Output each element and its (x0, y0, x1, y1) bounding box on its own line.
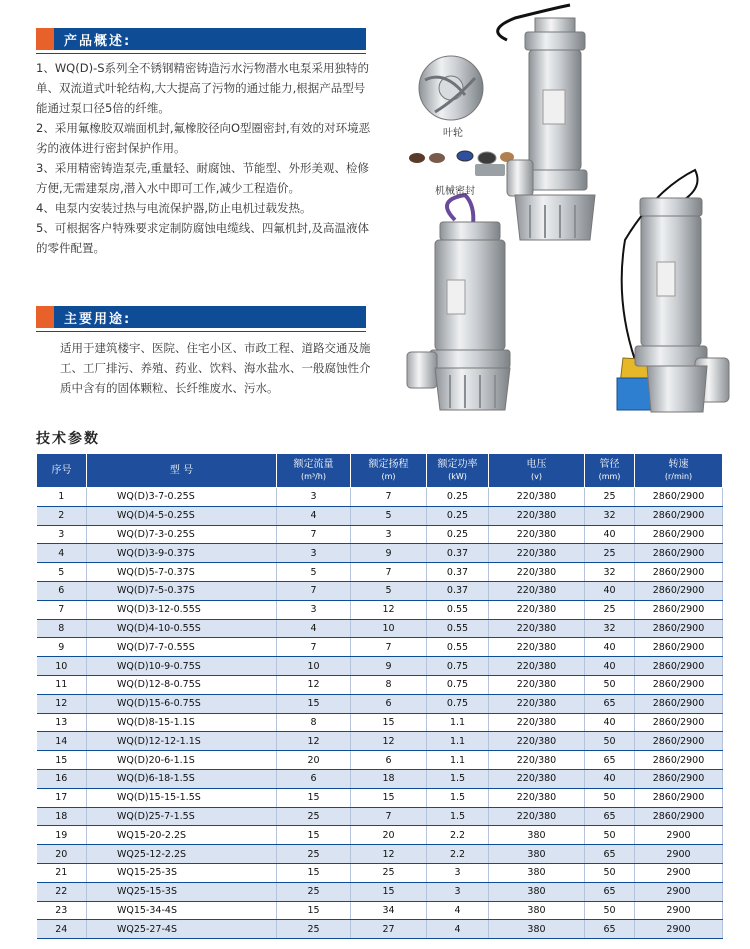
table-cell: 0.75 (427, 675, 489, 694)
table-cell: 220/380 (489, 751, 585, 770)
table-row (37, 769, 723, 788)
table-cell: 220/380 (489, 619, 585, 638)
table-cell: 7 (351, 488, 427, 507)
table-cell: 220/380 (489, 581, 585, 600)
section-header-usage (36, 306, 366, 328)
overview-paragraph-1: 1、WQ(D)-S系列全不锈钢精密铸造污水污物潜水电泵采用独特的单、双流道式叶轮结构,大大提高了污物的通过能力,根据产品型号能通过泵口径5倍的纤维。 (36, 61, 370, 115)
table-cell: 40 (585, 657, 635, 676)
table-cell: 7 (351, 807, 427, 826)
table-cell: 50 (585, 901, 635, 920)
table-cell: 12 (37, 694, 87, 713)
table-cell: 15 (277, 901, 351, 920)
column-header-label: 电压 (526, 458, 547, 470)
column-header (87, 454, 277, 488)
table-cell: 380 (489, 901, 585, 920)
table-cell: 15 (277, 863, 351, 882)
table-cell: 15 (277, 788, 351, 807)
table-cell: 24 (37, 920, 87, 939)
table-cell: 19 (37, 826, 87, 845)
table-cell: 9 (351, 657, 427, 676)
column-header-unit: (m³/h) (300, 471, 326, 481)
table-row (37, 807, 723, 826)
table-cell: 15 (277, 694, 351, 713)
table-cell: WQ(D)4-5-0.25S (87, 506, 277, 525)
table-cell: 40 (585, 638, 635, 657)
table-cell: 6 (351, 694, 427, 713)
table-cell: 21 (37, 863, 87, 882)
table-cell: 17 (37, 788, 87, 807)
table-cell: 3 (277, 600, 351, 619)
table-cell: 9 (37, 638, 87, 657)
table-cell: 12 (277, 675, 351, 694)
table-cell: 40 (585, 581, 635, 600)
table-cell: 25 (277, 920, 351, 939)
table-cell: 7 (351, 638, 427, 657)
impeller-image (419, 56, 483, 120)
table-cell: 18 (351, 769, 427, 788)
column-header (277, 454, 351, 488)
table-cell: 220/380 (489, 732, 585, 751)
table-cell: 2900 (635, 882, 723, 901)
table-cell: 3 (427, 882, 489, 901)
table-cell: 1.5 (427, 769, 489, 788)
table-cell: WQ25-27-4S (87, 920, 277, 939)
table-cell: 0.55 (427, 619, 489, 638)
table-cell: WQ(D)20-6-1.1S (87, 751, 277, 770)
column-header (37, 454, 87, 488)
column-header-unit: (v) (531, 471, 542, 481)
table-cell: 13 (37, 713, 87, 732)
table-cell: 2860/2900 (635, 732, 723, 751)
table-cell: WQ15-34-4S (87, 901, 277, 920)
table-cell: WQ(D)12-12-1.1S (87, 732, 277, 751)
table-cell: 2.2 (427, 826, 489, 845)
table-cell: WQ25-15-3S (87, 882, 277, 901)
overview-paragraph-5: 5、可根据客户特殊要求定制防腐蚀电缆线、四氟机封,及高温液体的零件配置。 (36, 221, 369, 255)
table-cell: 2860/2900 (635, 638, 723, 657)
table-cell: 25 (585, 600, 635, 619)
table-cell: 18 (37, 807, 87, 826)
table-cell: 65 (585, 751, 635, 770)
table-cell: 220/380 (489, 694, 585, 713)
table-cell: 220/380 (489, 769, 585, 788)
pump-image-1 (498, 5, 595, 240)
table-cell: 220/380 (489, 600, 585, 619)
table-cell: 20 (37, 845, 87, 864)
table-cell: 2860/2900 (635, 675, 723, 694)
column-header-label: 额定流量 (293, 458, 334, 470)
column-header-label: 额定功率 (437, 458, 478, 470)
table-cell: 20 (351, 826, 427, 845)
table-cell: 2900 (635, 920, 723, 939)
table-cell: 2900 (635, 901, 723, 920)
table-cell: 0.37 (427, 563, 489, 582)
column-header-label: 序号 (51, 464, 72, 476)
table-cell: 220/380 (489, 488, 585, 507)
table-cell: 0.37 (427, 581, 489, 600)
impeller-label: 叶轮 (443, 128, 463, 139)
table-row (37, 901, 723, 920)
table-row (37, 525, 723, 544)
table-cell: 15 (351, 713, 427, 732)
column-header (489, 454, 585, 488)
table-cell: 20 (277, 751, 351, 770)
column-header-unit: (r/min) (664, 471, 693, 481)
table-cell: 15 (277, 826, 351, 845)
table-cell: 2860/2900 (635, 525, 723, 544)
table-cell: 1.5 (427, 807, 489, 826)
table-cell: 1.5 (427, 788, 489, 807)
table-row (37, 882, 723, 901)
table-cell: 40 (585, 713, 635, 732)
table-cell: 2860/2900 (635, 600, 723, 619)
overview-paragraph-3: 3、采用精密铸造泵壳,重量轻、耐腐蚀、节能型、外形美观、检修方便,无需建泵房,潜入水中即可工作,减少工程造价。 (36, 161, 369, 195)
table-cell: 14 (37, 732, 87, 751)
table-row (37, 863, 723, 882)
table-row (37, 619, 723, 638)
table-cell: 1.1 (427, 751, 489, 770)
column-header-label: 型 号 (169, 464, 194, 476)
table-cell: 50 (585, 732, 635, 751)
table-cell: 5 (37, 563, 87, 582)
table-cell: 220/380 (489, 675, 585, 694)
table-cell: WQ15-20-2.2S (87, 826, 277, 845)
table-row (37, 581, 723, 600)
table-cell: 23 (37, 901, 87, 920)
table-cell: 12 (351, 600, 427, 619)
pump-illustration (395, 0, 750, 415)
section-title: 主要用途: (64, 311, 132, 327)
table-cell: 4 (427, 920, 489, 939)
table-cell: 2900 (635, 863, 723, 882)
table-cell: 5 (351, 506, 427, 525)
table-cell: 6 (351, 751, 427, 770)
section-title: 产品概述: (64, 33, 132, 49)
table-cell: 12 (277, 732, 351, 751)
table-row (37, 657, 723, 676)
table-cell: WQ(D)3-9-0.37S (87, 544, 277, 563)
table-cell: 10 (37, 657, 87, 676)
table-cell: 7 (277, 581, 351, 600)
table-cell: 2860/2900 (635, 619, 723, 638)
table-cell: 16 (37, 769, 87, 788)
table-cell: 3 (351, 525, 427, 544)
table-cell: 4 (277, 506, 351, 525)
table-cell: 25 (585, 488, 635, 507)
seal-label: 机械密封 (435, 186, 475, 197)
table-header-row (37, 454, 723, 488)
table-cell: 3 (277, 488, 351, 507)
table-cell: 3 (427, 863, 489, 882)
column-header (585, 454, 635, 488)
table-cell: 220/380 (489, 807, 585, 826)
table-cell: 220/380 (489, 638, 585, 657)
table-cell: 2860/2900 (635, 751, 723, 770)
table-cell: 0.75 (427, 694, 489, 713)
pump-image-3 (617, 170, 729, 412)
table-cell: 25 (585, 544, 635, 563)
column-header (635, 454, 723, 488)
table-row (37, 751, 723, 770)
table-cell: WQ(D)7-5-0.37S (87, 581, 277, 600)
table-cell: WQ(D)15-15-1.5S (87, 788, 277, 807)
table-cell: WQ(D)10-9-0.75S (87, 657, 277, 676)
table-row (37, 600, 723, 619)
table-cell: 1.1 (427, 732, 489, 751)
table-row (37, 563, 723, 582)
table-cell: WQ15-25-3S (87, 863, 277, 882)
table-cell: 2860/2900 (635, 807, 723, 826)
section-header-overview (36, 28, 366, 50)
table-cell: 380 (489, 845, 585, 864)
table-cell: 2900 (635, 845, 723, 864)
table-cell: 220/380 (489, 657, 585, 676)
table-cell: 2 (37, 506, 87, 525)
table-cell: 2860/2900 (635, 657, 723, 676)
table-cell: 6 (37, 581, 87, 600)
table-cell: WQ(D)7-3-0.25S (87, 525, 277, 544)
column-header-unit: (m) (381, 471, 396, 481)
table-cell: 2860/2900 (635, 713, 723, 732)
table-cell: 12 (351, 845, 427, 864)
section-divider (36, 331, 366, 332)
table-cell: 0.75 (427, 657, 489, 676)
column-header-label: 转速 (668, 458, 689, 470)
table-row (37, 638, 723, 657)
table-cell: 3 (37, 525, 87, 544)
table-row (37, 506, 723, 525)
table-cell: 0.55 (427, 600, 489, 619)
table-cell: 65 (585, 882, 635, 901)
table-cell: 65 (585, 807, 635, 826)
table-cell: 8 (277, 713, 351, 732)
table-cell: 40 (585, 525, 635, 544)
table-cell: 2860/2900 (635, 563, 723, 582)
table-cell: 2860/2900 (635, 694, 723, 713)
table-cell: 9 (351, 544, 427, 563)
table-cell: 0.37 (427, 544, 489, 563)
table-cell: 5 (351, 581, 427, 600)
table-row (37, 675, 723, 694)
table-row (37, 920, 723, 939)
table-cell: 15 (37, 751, 87, 770)
section-marker (36, 28, 54, 50)
product-images (395, 0, 750, 415)
table-cell: 380 (489, 920, 585, 939)
section-marker (36, 306, 54, 328)
table-cell: 7 (277, 525, 351, 544)
table-cell: 34 (351, 901, 427, 920)
table-cell: 380 (489, 863, 585, 882)
table-cell: 1.1 (427, 713, 489, 732)
column-header-label: 管径 (599, 458, 620, 470)
table-cell: 2860/2900 (635, 544, 723, 563)
section-divider (36, 53, 366, 54)
table-cell: WQ(D)12-8-0.75S (87, 675, 277, 694)
table-cell: 4 (427, 901, 489, 920)
column-header (351, 454, 427, 488)
table-cell: WQ(D)7-7-0.55S (87, 638, 277, 657)
table-cell: 65 (585, 694, 635, 713)
table-row (37, 732, 723, 751)
table-cell: 380 (489, 882, 585, 901)
table-cell: 8 (351, 675, 427, 694)
table-cell: 25 (351, 863, 427, 882)
table-cell: 15 (351, 788, 427, 807)
table-cell: WQ(D)25-7-1.5S (87, 807, 277, 826)
table-cell: 27 (351, 920, 427, 939)
table-cell: 2900 (635, 826, 723, 845)
table-row (37, 713, 723, 732)
table-row (37, 845, 723, 864)
usage-paragraph: 适用于建筑楼宇、医院、住宅小区、市政工程、道路交通及施工、工厂排污、养殖、药业、饮料、海水盐水、一般腐蚀性介质中含有的固体颗粒、长纤维废水、污水。 (60, 341, 371, 395)
table-cell: WQ25-12-2.2S (87, 845, 277, 864)
table-cell: WQ(D)8-15-1.1S (87, 713, 277, 732)
table-cell: 5 (277, 563, 351, 582)
table-cell: 220/380 (489, 788, 585, 807)
overview-text (36, 58, 376, 258)
table-cell: 8 (37, 619, 87, 638)
table-cell: WQ(D)4-10-0.55S (87, 619, 277, 638)
table-cell: 380 (489, 826, 585, 845)
table-cell: 32 (585, 619, 635, 638)
table-cell: 220/380 (489, 506, 585, 525)
table-cell: 220/380 (489, 544, 585, 563)
table-cell: 32 (585, 506, 635, 525)
table-cell: 7 (37, 600, 87, 619)
spec-table (36, 453, 723, 939)
table-cell: WQ(D)6-18-1.5S (87, 769, 277, 788)
table-cell: 40 (585, 769, 635, 788)
table-cell: 50 (585, 788, 635, 807)
table-cell: 25 (277, 807, 351, 826)
table-cell: 10 (277, 657, 351, 676)
column-header-unit: (mm) (598, 471, 621, 481)
table-cell: 25 (277, 845, 351, 864)
table-cell: 0.25 (427, 488, 489, 507)
table-row (37, 788, 723, 807)
table-cell: 15 (351, 882, 427, 901)
table-row (37, 694, 723, 713)
table-cell: 220/380 (489, 525, 585, 544)
table-cell: 2860/2900 (635, 581, 723, 600)
table-cell: 32 (585, 563, 635, 582)
table-cell: 50 (585, 863, 635, 882)
table-cell: 2860/2900 (635, 769, 723, 788)
mechanical-seal-image (409, 151, 514, 176)
table-cell: 12 (351, 732, 427, 751)
column-header-unit: (kW) (448, 471, 467, 481)
table-cell: 7 (277, 638, 351, 657)
table-cell: 6 (277, 769, 351, 788)
table-cell: 0.55 (427, 638, 489, 657)
table-row (37, 488, 723, 507)
table-cell: WQ(D)3-7-0.25S (87, 488, 277, 507)
table-cell: 7 (351, 563, 427, 582)
table-cell: 50 (585, 675, 635, 694)
overview-paragraph-2: 2、采用氟橡胶双端面机封,氟橡胶径向O型圈密封,有效的对环境恶劣的液体进行密封保护作用。 (36, 121, 371, 155)
table-cell: 22 (37, 882, 87, 901)
table-cell: 25 (277, 882, 351, 901)
pump-image-2 (407, 195, 510, 410)
table-cell: 3 (277, 544, 351, 563)
table-cell: 2860/2900 (635, 506, 723, 525)
column-header (427, 454, 489, 488)
table-cell: 2.2 (427, 845, 489, 864)
table-cell: 220/380 (489, 713, 585, 732)
table-cell: 220/380 (489, 563, 585, 582)
table-cell: 50 (585, 826, 635, 845)
column-header-label: 额定扬程 (368, 458, 409, 470)
table-cell: WQ(D)15-6-0.75S (87, 694, 277, 713)
spec-table-title: 技术参数 (36, 431, 100, 447)
overview-paragraph-4: 4、电泵内安装过热与电流保护器,防止电机过载发热。 (36, 201, 312, 215)
table-cell: 10 (351, 619, 427, 638)
table-row (37, 544, 723, 563)
table-row (37, 826, 723, 845)
table-cell: 65 (585, 845, 635, 864)
table-cell: 0.25 (427, 506, 489, 525)
table-cell: 2860/2900 (635, 488, 723, 507)
table-cell: WQ(D)3-12-0.55S (87, 600, 277, 619)
table-cell: 11 (37, 675, 87, 694)
table-cell: WQ(D)5-7-0.37S (87, 563, 277, 582)
table-cell: 0.25 (427, 525, 489, 544)
table-cell: 4 (277, 619, 351, 638)
table-cell: 1 (37, 488, 87, 507)
usage-text (60, 338, 376, 398)
table-cell: 2860/2900 (635, 788, 723, 807)
table-cell: 65 (585, 920, 635, 939)
table-cell: 4 (37, 544, 87, 563)
